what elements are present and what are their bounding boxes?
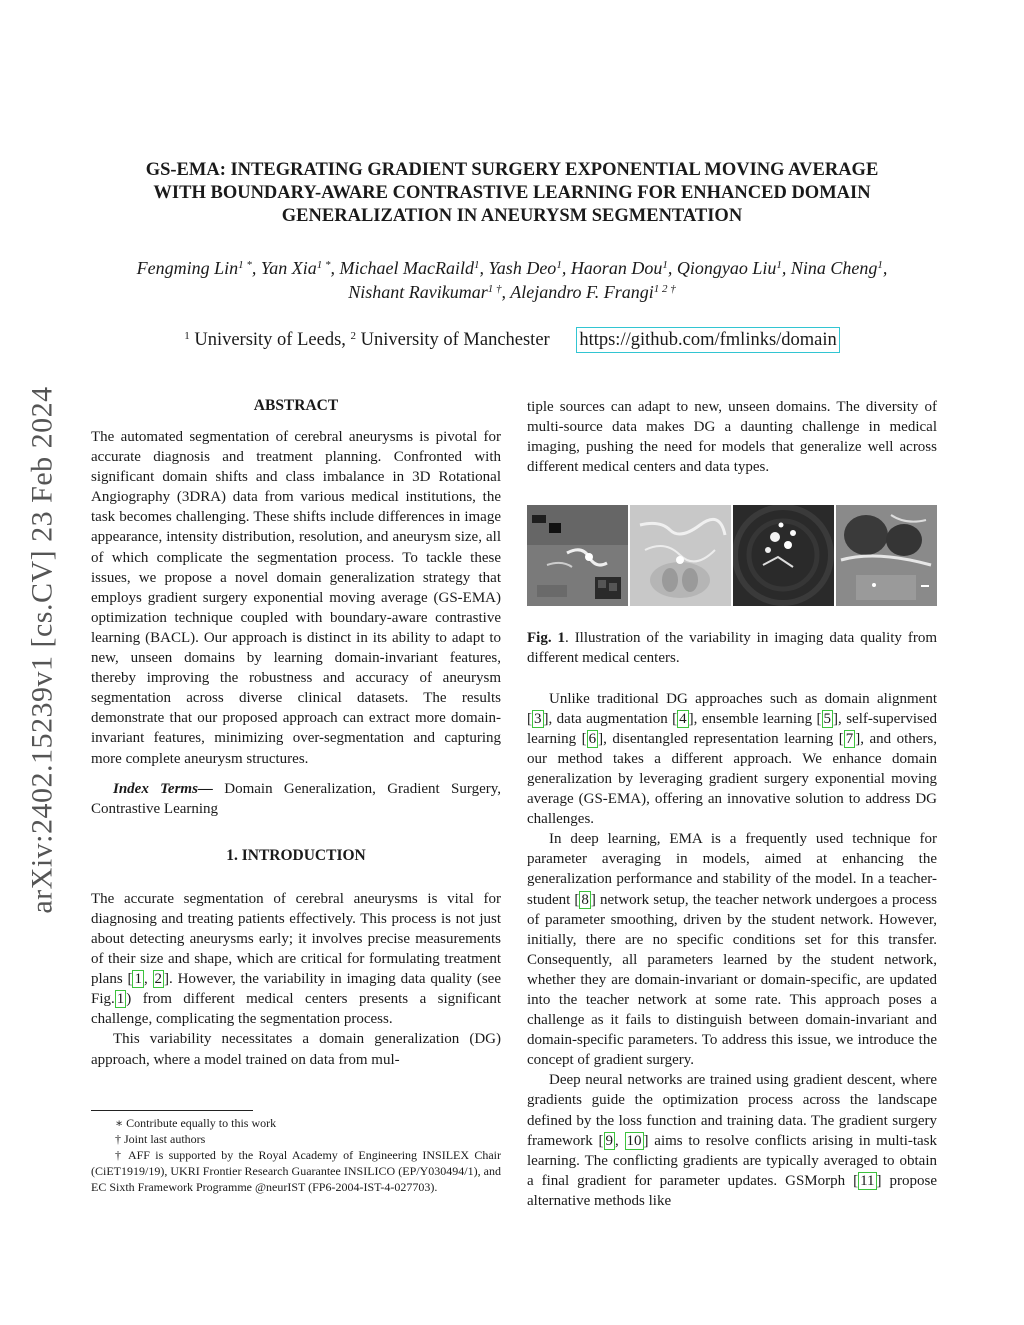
intro-paragraph: This variability necessitates a domain generalization (DG) approach, where a model trained on data from mul- [91,1031,501,1068]
citation-link[interactable]: 1 [134,971,142,988]
body-paragraph: In deep learning, EMA is a frequently used technique for parameter averaging in models, aimed at enhancing the generalization performance and stability of the model. In a teacher-student [ 8 ] network setup, the teacher network undergoes a process of parameter smoothing, driven by the student network. However, initially, there are no specific conditions set for this transfer. Consequently, all parameters learned by the student network, whether they are domain-invariant or domain-specific, are updated into the teacher network at some rate. This approach poses a challenge as it fails to distinguish between domain-invariant and domain-specific parameters. To address this issue, we introduce the concept of gradient surgery. [527,831,937,1069]
figure-panel-1 [527,505,628,606]
intro-paragraph-continued: tiple sources can adapt to new, unseen domains. The diversity of multi-source data makes DG a daunting challenge in medical imaging, pushing the need for models that generalize well across different medical centers and data types. [527,399,937,476]
citation-link[interactable]: 11 [860,1172,875,1189]
affiliations: $^1$ University of Leeds, $^2$ University of Manchester https://github.com/fmlinks/domain [90,327,934,353]
citation-link[interactable]: 9 [605,1132,614,1149]
citation-link[interactable]: 4 [679,710,687,727]
footnote-rule [91,1110,253,1111]
author-name: Michael MacRaild [339,258,474,278]
figure-caption: Fig. 1. Illustration of the variability in imaging data quality from different medical centers. [527,630,937,667]
title-line: GENERALIZATION IN ANEURYSM SEGMENTATION [281,206,743,226]
body-paragraph: Unlike traditional DG approaches such as domain alignment [ 3 ], data augmentation [ 4 ], ensemble learning [ 5 ], self-supervised learning [ 6 ], disentangled representation learning [ 7 ], and others, our method takes a different approach. We enhance domain generalization by leveraging gradient surgery exponential moving average (GS-EMA), offering an innovative solution to address DG challenges. [527,690,937,828]
paper-title [90,159,934,228]
figure-link[interactable]: 1 [116,991,125,1008]
citation-link[interactable]: 5 [823,710,832,727]
author-name: Nishant Ravikumar [348,282,488,302]
citation-link[interactable]: 6 [588,730,597,747]
citation-link[interactable]: 8 [581,891,589,908]
author-name: Haoran Dou [570,258,663,278]
github-link[interactable]: https://github.com/fmlinks/domain [576,327,839,353]
figure-panel-3 [733,505,834,606]
author-name: Nina Cheng [790,258,878,278]
citation-link[interactable]: 7 [845,730,854,747]
right-column [527,397,937,1211]
abstract-text: The automated segmentation of cerebral aneurysms is pivotal for accurate diagnosis and treatment planning. Confronted with significant domain shifts and class imbalance in 3D Rotational Angiography (3DRA) data from various medical institutions, the task becomes challenging. These shifts include differences in image appearance, intensity distribution, resolution, and aneurysm size, all of which complicate the segmentation process. To tackle these issues, we propose a novel domain generalization strategy that employs gradient surgery exponential moving average (GS-EMA) optimization technique coupled with boundary-aware contrastive learning (BACL). Our approach is distinct in its ability to adapt to new, unseen domains by learning domain-invariant features, thereby improving the robustness and accuracy of aneurysm segmentation across diverse clinical datasets. The results demonstrate that our proposed approach can extract more domain-invariant features, minimizing over-segmentation and capturing more complete aneurysm structures. [91,429,501,767]
arxiv-stamp: arXiv:2402.15239v1 [cs.CV] 23 Feb 2024 [26,386,60,914]
footnotes [91,1110,501,1195]
footnote: † AFF is supported by the Royal Academy of Engineering INSILEX Chair (CiET1919/19), UKRI Frontier Research Guarantee INSILICO (EP/Y030494/1), and EC Sixth Framework Programme @neurIST (FP6-2004-IST-4-027703). [91,1148,501,1194]
intro-heading: 1. INTRODUCTION [226,846,366,864]
author-name: Alejandro F. Frangi [510,282,654,302]
author-name: Yash Deo [488,258,557,278]
title-line: WITH BOUNDARY-AWARE CONTRASTIVE LEARNING FOR ENHANCED DOMAIN [153,183,871,203]
abstract-heading: ABSTRACT [253,397,339,414]
footnote: ∗ Contribute equally to this work [115,1116,277,1130]
author-name: Fengming Lin [136,258,239,278]
body-paragraph: Deep neural networks are trained using gradient descent, where gradients guide the optimization process across the landscape defined by the loss function and training data. The gradient surgery framework [ 9 , 10 ] aims to resolve conflicts arising in multi-task learning. The conflicting gradients are typically averaged to obtain a final gradient for parameter updates. GSMorph [ 11 ] propose alternative methods like [527,1072,938,1209]
index-terms: Index Terms— Domain Generalization, Gradient Surgery, Contrastive Learning [91,780,501,817]
citation-link[interactable]: 3 [534,710,542,727]
footnote: † Joint last authors [115,1132,206,1146]
title-line: GS-EMA: INTEGRATING GRADIENT SURGERY EXPONENTIAL MOVING AVERAGE [145,160,879,180]
author-name: Qiongyao Liu [676,258,777,278]
left-column [91,396,501,1070]
figure-panel-4 [836,505,937,606]
intro-paragraph: The accurate segmentation of cerebral aneurysms is vital for diagnosing and treating patients effectively. This process is not just about detecting aneurysms early; it involves precise measurements of their size and shape, which are critical for formulating treatment plans [ 1 , 2 ]. However, the variability in imaging data quality (see Fig. 1 ) from different medical centers presents a significant challenge, complicating the segmentation process. [91,890,501,1028]
affiliation-leeds: University of Leeds, [194,330,346,350]
citation-link[interactable]: 2 [154,971,163,988]
author-name: Yan Xia [260,258,317,278]
citation-link[interactable]: 10 [626,1132,642,1149]
figure-panel-2 [630,505,731,606]
author-list: Fengming Lin$^{1 *}$, Yan Xia$^{1 *}$, Michael MacRaild$^1$, Yash Deo$^1$, Haoran Dou$^1$, Qiongyao Liu$^1$, Nina Cheng$^1$, Nishant Ravikumar$^{1 \dagger}$, Alejandro F. Frangi$^{1 2 \dagger}$ [136,258,888,302]
figure-1 [527,505,937,606]
affiliation-manchester: University of Manchester [360,330,550,350]
